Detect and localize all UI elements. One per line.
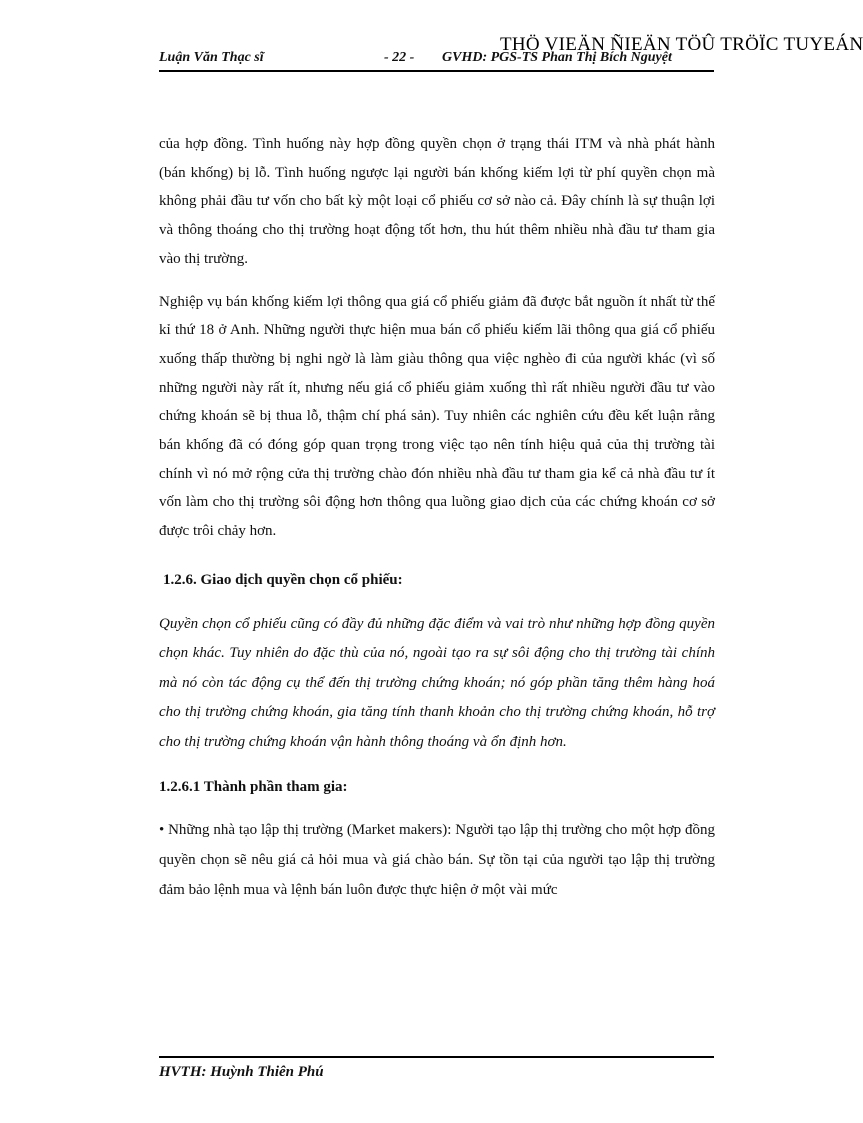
header-page-number: - 22 -	[384, 50, 415, 65]
paragraph-2: Nghiệp vụ bán khống kiếm lợi thông qua giá cổ phiếu giảm đã được bắt nguồn ít nhất từ thế kỉ thứ 18 ở Anh. Những người thực hiện mua bán cổ phiếu kiếm lãi thông qua giá cổ phiếu xuống thấp thường bị nghi ngờ là làm giàu thông qua việc nghèo đi của người khác (vì số những người này rất ít, nhưng nếu giá cổ phiếu giảm xuống thì rất nhiều người đầu tư vào chứng khoán sẽ bị thua lỗ, thậm chí phá sản). Tuy nhiên các nghiên cứu đều kết luận rằng bán khống đã có đóng góp quan trọng trong việc tạo nên tính hiệu quả của thị trường tài chính vì nó mở rộng cửa thị trường chào đón nhiều nhà đầu tư tham gia kể cả nhà đầu tư ít vốn làm cho thị trường sôi động hơn thông qua luồng giao dịch của các chứng khoán cơ sở được trôi chảy hơn.	[159, 293, 715, 540]
footer-divider	[159, 1056, 714, 1058]
bullet-paragraph: • Những nhà tạo lập thị trường (Market makers): Người tạo lập thị trường cho một hợp đồng quyền chọn sẽ nêu giá cả hỏi mua và giá chào bán. Sự tồn tại của người tạo lập thị trường đảm bảo lệnh mua và lệnh bán luôn được thực hiện ở một vài mức	[159, 822, 715, 899]
italic-paragraph: Quyền chọn cổ phiếu cũng có đầy đủ những đặc điểm và vai trò như những hợp đồng quyền chọn khác. Tuy nhiên do đặc thù của nó, ngoài tạo ra sự sôi động cho thị trường tài chính mà nó còn tác động cụ thể đến thị trường chứng khoán; nó góp phần tăng thêm hàng hoá cho thị trường chứng khoán, gia tăng tính thanh khoản cho thị trường chứng khoán, hỗ trợ cho thị trường chứng khoán vận hành thông thoáng và ổn định hơn.	[159, 615, 715, 750]
library-watermark: THÖ VIEÄN ÑIEÄN TÖÛ TRÖÏC TUYEÁN	[500, 34, 863, 55]
document-body	[159, 130, 715, 905]
subsection-heading: 1.2.6.1 Thành phần tham gia:	[159, 779, 348, 796]
paragraph-1: của hợp đồng. Tình huống này hợp đồng quyền chọn ở trạng thái ITM và nhà phát hành (bán khống) bị lỗ. Tình huống ngược lại người bán khống kiếm lợi từ phí quyền chọn mà không phải đầu tư vốn cho bất kỳ một loại cổ phiếu cơ sở nào cả. Đây chính là sự thuận lợi và thông thoáng cho thị trường hoạt động tốt hơn, thu hút thêm nhiều nhà đầu tư tham gia vào thị trường.	[159, 136, 715, 267]
header-thesis-title: Luận Văn Thạc sĩ	[159, 50, 264, 65]
page-footer: HVTH: Huỳnh Thiên Phú	[159, 1064, 324, 1080]
section-heading: 1.2.6. Giao dịch quyền chọn cổ phiếu:	[163, 571, 403, 588]
header-advisor: GVHD: PGS-TS Phan Thị Bích Nguyệt	[442, 50, 672, 65]
